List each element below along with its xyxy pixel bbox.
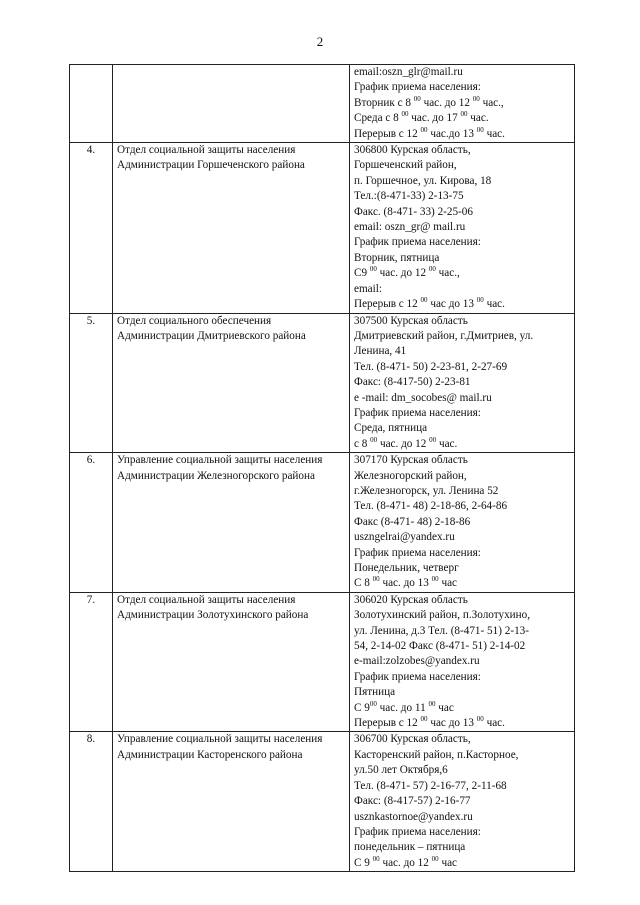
contact-line bbox=[354, 856, 570, 871]
contact-line bbox=[354, 266, 570, 281]
contact-line: График приема населения: bbox=[354, 406, 481, 419]
time-text: час. до 12 bbox=[420, 96, 473, 109]
time-text: час. до 12 bbox=[377, 437, 430, 450]
contact-line: ул.50 лет Октября,6 bbox=[354, 764, 448, 777]
minutes-superscript: 00 bbox=[431, 854, 439, 863]
row-number bbox=[70, 65, 113, 143]
contact-line: Пятница bbox=[354, 686, 396, 699]
time-text: час bbox=[438, 577, 458, 590]
minutes-superscript: 00 bbox=[420, 296, 428, 305]
contact-line: Касторенский район, п.Касторное, bbox=[354, 748, 519, 761]
organization-name: Отдел социальной защиты населения Администрации Золотухинского района bbox=[113, 592, 350, 732]
time-text: С9 bbox=[354, 267, 370, 280]
contact-info bbox=[350, 313, 575, 453]
contact-info bbox=[350, 143, 575, 313]
contact-line: п. Горшечное, ул. Кирова, 18 bbox=[354, 174, 492, 187]
contact-line: График приема населения: bbox=[354, 546, 481, 559]
contact-line: Тел. (8-471- 50) 2-23-81, 2-27-69 bbox=[354, 360, 508, 373]
contact-line: Железногорский район, bbox=[354, 469, 467, 482]
time-text: час. bbox=[483, 717, 505, 730]
contact-line: Ленина, 41 bbox=[354, 345, 407, 358]
organization-name: Управление социальной защиты населения Администрации Железногорского района bbox=[113, 453, 350, 593]
minutes-superscript: 00 bbox=[401, 110, 409, 119]
contact-line bbox=[354, 127, 570, 142]
minutes-superscript: 00 bbox=[476, 125, 484, 134]
table-row bbox=[70, 65, 575, 143]
contact-line: График приема населения: bbox=[354, 81, 481, 94]
page-number: 2 bbox=[316, 34, 324, 49]
contact-line: График приема населения: bbox=[354, 670, 481, 683]
contact-line bbox=[354, 701, 570, 716]
time-text: час., bbox=[479, 96, 504, 109]
time-text: час. до 13 bbox=[379, 577, 432, 590]
contact-line: График приема населения: bbox=[354, 825, 481, 838]
row-number: 6. bbox=[70, 453, 113, 593]
minutes-superscript: 00 bbox=[431, 575, 439, 584]
contact-line: Понедельник, четверг bbox=[354, 562, 459, 574]
contact-line: Тел. (8-471- 48) 2-18-86, 2-64-86 bbox=[354, 500, 508, 513]
contact-info bbox=[350, 65, 575, 143]
organization-name: Отдел социального обеспечения Администрации Дмитриевского района bbox=[113, 313, 350, 453]
contact-line: ул. Ленина, д.3 Тел. (8-471- 51) 2-13- bbox=[354, 624, 529, 637]
contact-info bbox=[350, 592, 575, 732]
table-row bbox=[70, 453, 575, 593]
contact-line: Вторник, пятница bbox=[354, 251, 440, 264]
contact-line: Факс: (8-417-57) 2-16-77 bbox=[354, 795, 471, 808]
contact-line bbox=[354, 576, 570, 591]
time-text: Перерыв с 12 bbox=[354, 717, 421, 730]
row-number: 8. bbox=[70, 732, 113, 872]
contact-line: 54, 2-14-02 Факс (8-471- 51) 2-14-02 bbox=[354, 640, 526, 653]
office-schedule-table bbox=[69, 64, 575, 872]
contact-line: email: oszn_gr@ mail.ru bbox=[354, 221, 466, 234]
time-text: Среда с 8 bbox=[354, 112, 402, 125]
contact-line: 306800 Курская область, bbox=[354, 144, 471, 157]
minutes-superscript: 00 bbox=[369, 265, 377, 274]
time-text: час. bbox=[483, 127, 505, 140]
minutes-superscript: 00 bbox=[372, 575, 380, 584]
row-number: 4. bbox=[70, 143, 113, 313]
minutes-superscript: 00 bbox=[370, 435, 378, 444]
time-text: час bbox=[438, 856, 458, 869]
contact-line: 307500 Курская область bbox=[354, 314, 468, 327]
time-text: час.до 13 bbox=[427, 127, 477, 140]
contact-line: 307170 Курская область bbox=[354, 454, 468, 467]
row-number: 5. bbox=[70, 313, 113, 453]
contact-line: Факс: (8-417-50) 2-23-81 bbox=[354, 376, 471, 389]
minutes-superscript: 00 bbox=[428, 699, 436, 708]
organization-name bbox=[113, 65, 350, 143]
contact-line bbox=[354, 111, 570, 126]
contact-line: uszngelrai@yandex.ru bbox=[354, 531, 455, 544]
minutes-superscript: 00 bbox=[472, 94, 480, 103]
time-text: час до 13 bbox=[427, 298, 477, 311]
time-text: час. до 12 bbox=[379, 856, 432, 869]
time-text: С 9 bbox=[354, 856, 373, 869]
contact-info bbox=[350, 732, 575, 872]
minutes-superscript: 00 bbox=[428, 265, 436, 274]
time-text: час до 13 bbox=[427, 717, 477, 730]
contact-line: 306700 Курская область, bbox=[354, 733, 471, 746]
time-text: час bbox=[435, 701, 454, 714]
time-text: с 8 bbox=[354, 437, 371, 450]
contact-line bbox=[354, 716, 570, 731]
table-row bbox=[70, 313, 575, 453]
minutes-superscript: 00 bbox=[429, 435, 437, 444]
contact-line bbox=[354, 437, 570, 452]
minutes-superscript: 00 bbox=[476, 715, 484, 724]
time-text: час. bbox=[436, 437, 458, 450]
contact-line: понедельник – пятница bbox=[354, 841, 466, 854]
contact-line: Дмитриевский район, г.Дмитриев, ул. bbox=[354, 329, 534, 342]
contact-line: email: bbox=[354, 282, 382, 295]
time-text: Перерыв с 12 bbox=[354, 127, 421, 140]
time-text: час., bbox=[435, 267, 460, 280]
contact-line: Тел. (8-471- 57) 2-16-77, 2-11-68 bbox=[354, 779, 507, 792]
contact-line bbox=[354, 96, 570, 111]
table-row bbox=[70, 732, 575, 872]
time-text: час. bbox=[467, 112, 489, 125]
contact-line: e-mail:zolzobes@yandex.ru bbox=[354, 655, 480, 668]
contact-line: Среда, пятница bbox=[354, 422, 428, 435]
contact-line: usznkastornoe@yandex.ru bbox=[354, 810, 473, 823]
contact-line: email:oszn_glr@mail.ru bbox=[354, 66, 463, 78]
contact-line bbox=[354, 297, 570, 312]
minutes-superscript: 00 bbox=[372, 854, 380, 863]
table-row bbox=[70, 143, 575, 313]
minutes-superscript: 00 bbox=[420, 715, 428, 724]
time-text: час. до 12 bbox=[376, 267, 429, 280]
organization-name: Управление социальной защиты населения Администрации Касторенского района bbox=[113, 732, 350, 872]
time-text: час. до 11 bbox=[376, 701, 429, 714]
contact-line: 306020 Курская область bbox=[354, 593, 468, 606]
contact-line: Факс. (8-471- 33) 2-25-06 bbox=[354, 205, 473, 218]
contact-line: г.Железногорск, ул. Ленина 52 bbox=[354, 484, 499, 497]
contact-line: Тел.:(8-471-33) 2-13-75 bbox=[354, 190, 464, 203]
organization-name: Отдел социальной защиты населения Администрации Горшеченского района bbox=[113, 143, 350, 313]
minutes-superscript: 00 bbox=[420, 125, 428, 134]
row-number: 7. bbox=[70, 592, 113, 732]
time-text: час. до 17 bbox=[408, 112, 461, 125]
contact-line: График приема населения: bbox=[354, 236, 481, 249]
time-text: С 8 bbox=[354, 577, 373, 590]
contact-line: e -mail: dm_socobes@ mail.ru bbox=[354, 391, 492, 404]
contact-line: Факс (8-471- 48) 2-18-86 bbox=[354, 515, 471, 528]
contact-line: Золотухинский район, п.Золотухино, bbox=[354, 609, 531, 622]
contact-line: Горшеченский район, bbox=[354, 159, 457, 172]
table-row bbox=[70, 592, 575, 732]
minutes-superscript: 00 bbox=[369, 699, 377, 708]
time-text: Вторник с 8 bbox=[354, 96, 414, 109]
time-text: час. bbox=[483, 298, 505, 311]
minutes-superscript: 00 bbox=[476, 296, 484, 305]
contact-info bbox=[350, 453, 575, 593]
time-text: С 9 bbox=[354, 701, 370, 714]
minutes-superscript: 00 bbox=[460, 110, 468, 119]
time-text: Перерыв с 12 bbox=[354, 298, 421, 311]
minutes-superscript: 00 bbox=[413, 94, 421, 103]
